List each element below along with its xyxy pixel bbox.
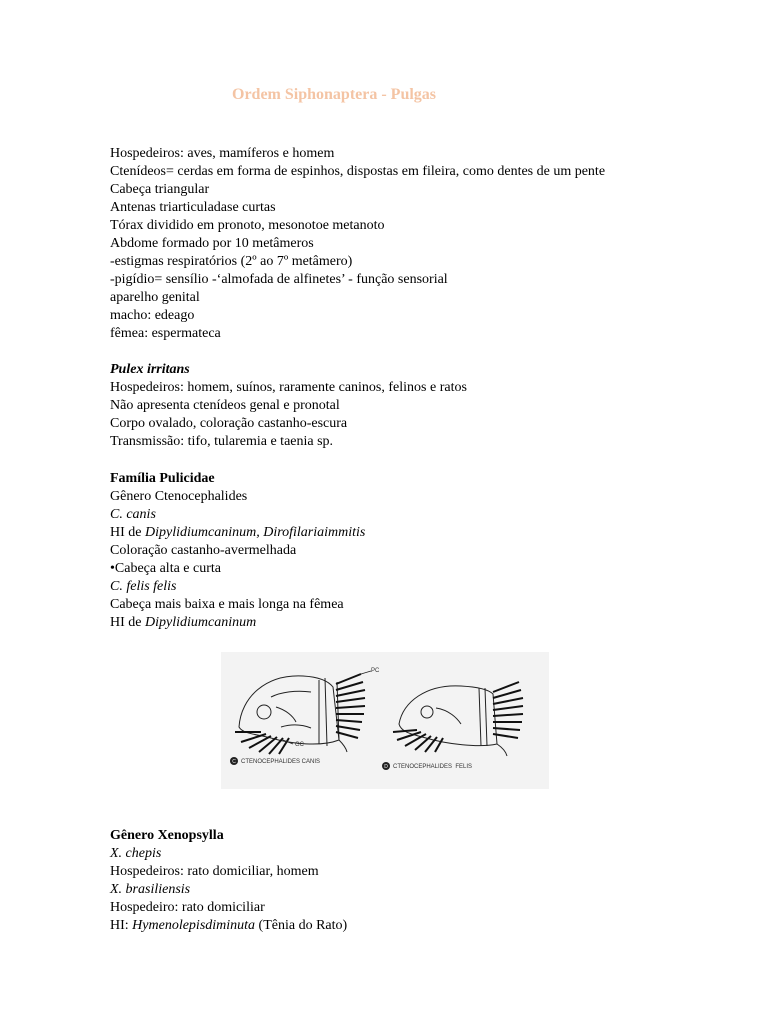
flea-heads-figure <box>221 652 549 789</box>
hi-prefix: HI de <box>110 615 145 630</box>
hi-species: Dipylidiumcaninum <box>145 615 257 630</box>
text-line: Coloração castanho-avermelhada <box>110 543 297 558</box>
text-line: Hospedeiro: rato domiciliar <box>110 900 265 915</box>
hi-species: Hymenolepisdiminuta <box>132 918 256 933</box>
text-line: Tórax dividido em pronoto, mesonotoe metanoto <box>110 218 385 233</box>
text-line: Hospedeiros: homem, suínos, raramente caninos, felinos e ratos <box>110 380 467 395</box>
species-name: C. felis felis <box>110 579 177 594</box>
caption-felis: CTENOCEPHALIDES FELIS <box>393 764 473 770</box>
pulicidae-section <box>110 470 365 632</box>
xenopsylla-section <box>110 827 347 935</box>
text-line: -estigmas respiratórios (2º ao 7º metâmero) <box>110 254 353 269</box>
text-line: Corpo ovalado, coloração castanho-escura <box>110 416 348 431</box>
genus-line: Gênero Ctenocephalides <box>110 489 248 504</box>
canis-pronotal-comb <box>336 674 365 738</box>
text-line: macho: edeago <box>110 308 195 323</box>
text-line: Não apresenta ctenídeos genal e pronotal <box>110 398 340 413</box>
text-line: Abdome formado por 10 metâmeros <box>110 236 314 251</box>
pc-leader <box>361 671 371 674</box>
page-title: Ordem Siphonaptera - Pulgas <box>232 86 437 103</box>
section-heading: Gênero Xenopsylla <box>110 828 224 843</box>
host-line <box>110 614 365 632</box>
label-pc: PC <box>371 668 380 674</box>
text-line: fêmea: espermateca <box>110 326 221 341</box>
text-line: Antenas triarticuladase curtas <box>110 200 276 215</box>
hi-suffix: (Tênia do Rato) <box>255 918 348 933</box>
canis-head-drawing <box>239 676 347 752</box>
text-line: Ctenídeos= cerdas em forma de espinhos, dispostas em fileira, como dentes de um pente <box>110 164 606 179</box>
species-name: C. canis <box>110 507 156 522</box>
caption-canis: CTENOCEPHALIDES CANIS <box>241 759 321 765</box>
general-section <box>110 145 605 343</box>
section-heading: Pulex irritans <box>110 362 190 377</box>
section-heading: Família Pulicidae <box>110 471 215 486</box>
species-name: X. brasiliensis <box>110 882 191 897</box>
host-line <box>110 917 347 935</box>
felis-head-drawing <box>399 686 507 756</box>
pulex-section <box>110 361 467 451</box>
canis-genal-comb <box>235 732 289 754</box>
text-line: -pigídio= sensílio -‘almofada de alfinetes’ - função sensorial <box>110 272 448 287</box>
text-line: Hospedeiros: aves, mamíferos e homem <box>110 146 335 161</box>
caption-letter-right: D <box>384 764 388 770</box>
text-line: Transmissão: tifo, tularemia e taenia sp. <box>110 434 334 449</box>
caption-letter-left: C <box>232 759 236 765</box>
hi-species: Dipylidiumcaninum, Dirofilariaimmitis <box>145 525 366 540</box>
text-line: •Cabeça alta e curta <box>110 561 221 576</box>
text-line: Hospedeiros: rato domiciliar, homem <box>110 864 319 879</box>
host-line <box>110 524 365 542</box>
label-gc: GC <box>295 742 304 748</box>
felis-pronotal-comb <box>493 682 523 738</box>
hi-prefix: HI: <box>110 918 133 933</box>
text-line: aparelho genital <box>110 290 200 305</box>
text-line: Cabeça triangular <box>110 182 210 197</box>
hi-prefix: HI de <box>110 525 145 540</box>
flea-heads-drawing <box>221 652 549 789</box>
text-line: Cabeça mais baixa e mais longa na fêmea <box>110 597 344 612</box>
species-name: X. chepis <box>110 846 162 861</box>
